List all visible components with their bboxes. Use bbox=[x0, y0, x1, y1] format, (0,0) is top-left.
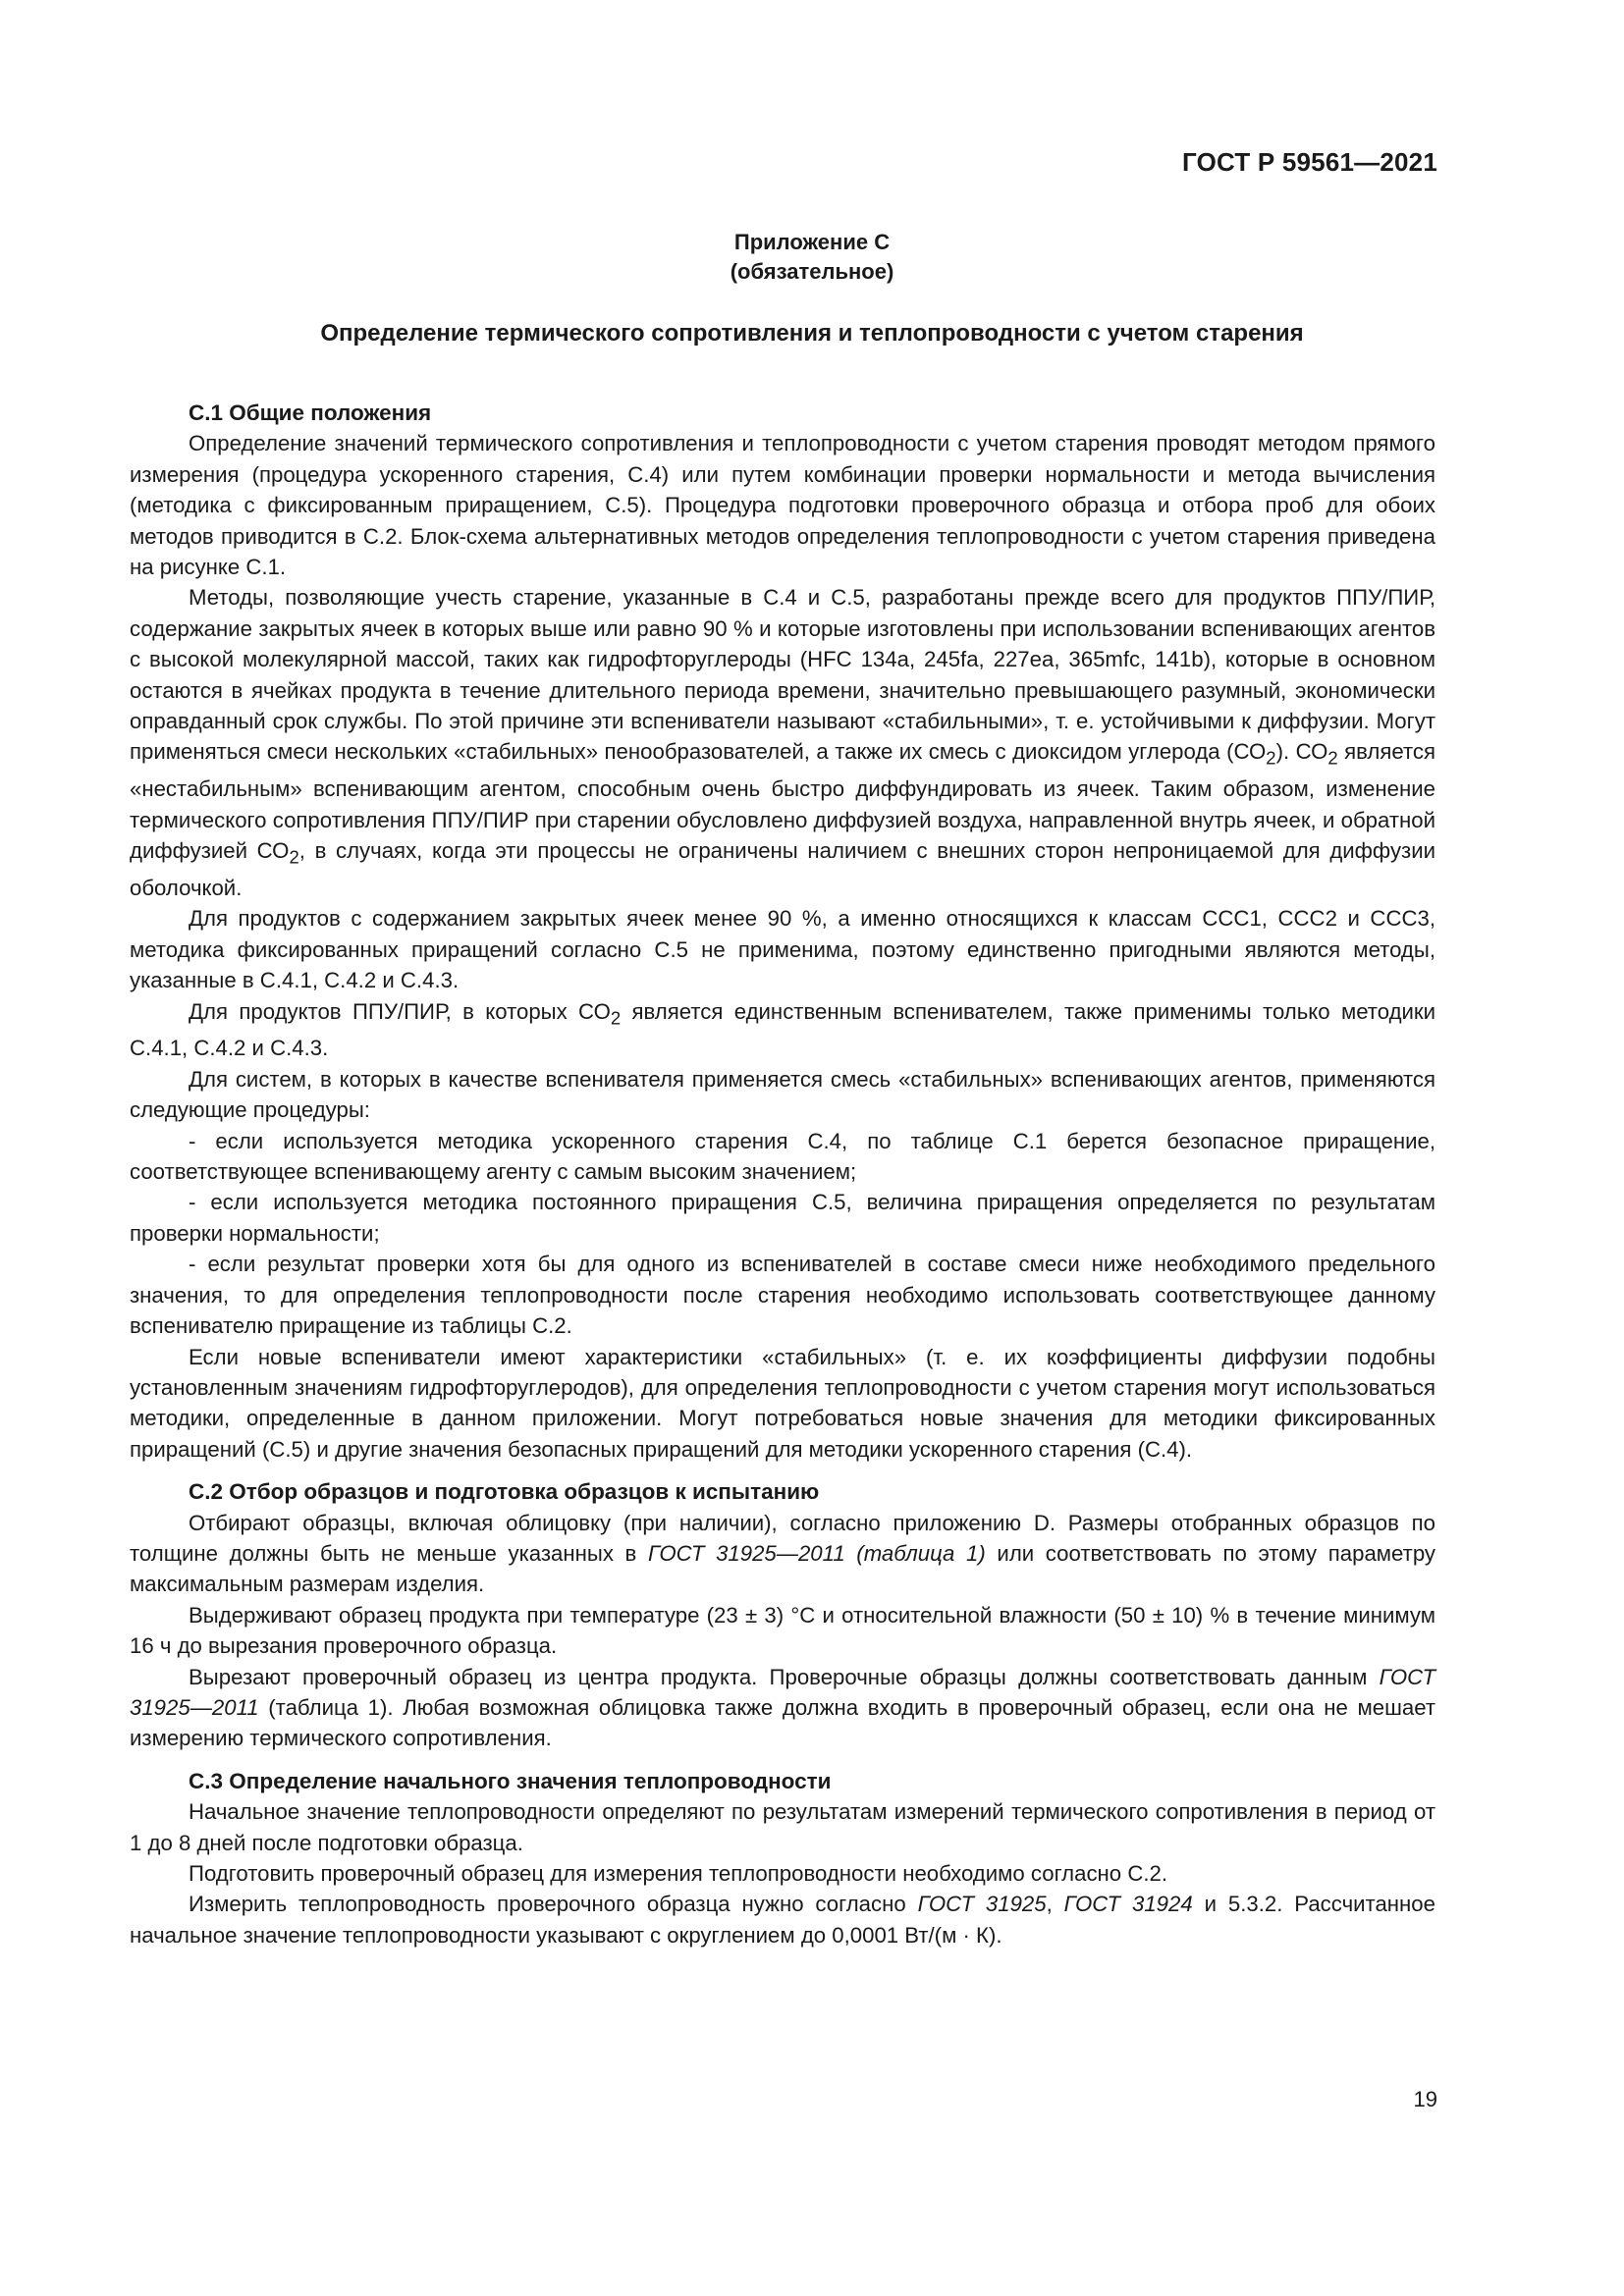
annex-label: Приложение С bbox=[733, 230, 891, 254]
paragraph: Отбирают образцы, включая облицовку (при наличии), согласно приложению D. Размеры отобранных образцов по толщине должны быть не меньше указанных в ГОСТ 31925—2011 (таблица 1) или соответствовать по этому параметру максимальным размерам изделия. bbox=[130, 1510, 1436, 1597]
section-c2-heading: С.2 Отбор образцов и подготовка образцов к испытанию bbox=[189, 1479, 820, 1505]
standard-reference: ГОСТ 31925 bbox=[917, 1892, 1047, 1917]
annex-title: Определение термического сопротивления и теплопроводности с учетом старения bbox=[320, 320, 1304, 347]
list-item: - если используется методика ускоренного старения С.4, по таблице С.1 берется безопасное приращение, соответствующее вспенивающему агенту с самым высоким значением; bbox=[130, 1128, 1435, 1185]
paragraph: Для продуктов ППУ/ПИР, в которых $СО_2$ является единственным вспенивателем, также применимы только методики С.4.1, С.4.2 и С.4.3. bbox=[130, 998, 1436, 1061]
paragraph: Для систем, в которых в качестве вспенивателя применяется смесь «стабильных» вспенивающих агентов, применяются следующие процедуры: bbox=[130, 1066, 1435, 1123]
page-number: 19 bbox=[1413, 2087, 1437, 2111]
standard-reference: ГОСТ 31924 bbox=[1063, 1892, 1193, 1917]
paragraph: Выдерживают образец продукта при температуре (23 ± 3) °С и относительной влажности (50 ± 10) % в течение минимум 16 ч до вырезания проверочного образца. bbox=[130, 1602, 1435, 1659]
section-c3-heading: С.3 Определение начального значения теплопроводности bbox=[189, 1768, 832, 1793]
standard-reference: ГОСТ 31925—2011 (таблица 1) bbox=[648, 1540, 986, 1566]
list-item: - если используется методика постоянного приращения С.5, величина приращения определяется по результатам проверки нормальности; bbox=[130, 1190, 1435, 1246]
standard-reference: ГОСТ 31925—2011 bbox=[130, 1664, 1435, 1720]
list-item: - если результат проверки хотя бы для одного из вспенивателей в составе смеси ниже необходимого предельного значения, то для определения теплопроводности после старения необходимо использовать соответствующее данному вспенивателю приращение из таблицы С.2. bbox=[130, 1252, 1435, 1339]
paragraph: Измерить теплопроводность проверочного образца нужно согласно ГОСТ 31925, ГОСТ 31924 и 5.3.2. Рассчитанное начальное значение теплопроводности указывают с округлением до 0,0001 Вт/(м · К). bbox=[130, 1892, 1435, 1948]
paragraph: Определение значений термического сопротивления и теплопроводности с учетом старения проводят методом прямого измерения (процедура ускоренного старения, С.4) или путем комбинации проверки нормальности и метода вычисления (методика с фиксированным приращением, С.5). Процедура подготовки проверочного образца и отбора проб для обоих методов приводится в С.2. Блок-схема альтернативных методов определения теплопроводности с учетом старения приведена на рисунке С.1. bbox=[130, 431, 1435, 580]
paragraph: Для продуктов с содержанием закрытых ячеек менее 90 %, а именно относящихся к классам ССС1, ССС2 и ССС3, методика фиксированных приращений согласно С.5 не применима, поэтому единственно пригодными являются методы, указанные в С.4.1, С.4.2 и С.4.3. bbox=[130, 906, 1435, 993]
document-code: ГОСТ Р 59561—2021 bbox=[1182, 147, 1437, 177]
paragraph: Подготовить проверочный образец для измерения теплопроводности необходимо согласно С.2. bbox=[189, 1861, 1168, 1886]
annex-heading bbox=[0, 228, 1624, 287]
document-body bbox=[130, 398, 1435, 1950]
paragraph: Начальное значение теплопроводности определяют по результатам измерений термического сопротивления в период от 1 до 8 дней после подготовки образца. bbox=[130, 1799, 1435, 1855]
paragraph: Если новые вспениватели имеют характеристики «стабильных» (т. е. их коэффициенты диффузии подобны установленным значениям гидрофторуглеродов), для определения теплопроводности с учетом старения могут использоваться методики, определенные в данном приложении. Могут потребоваться новые значения для методики фиксированных приращений (С.5) и другие значения безопасных приращений для методики ускоренного старения (С.4). bbox=[130, 1344, 1435, 1462]
paragraph: Методы, позволяющие учесть старение, указанные в С.4 и С.5, разработаны прежде всего для продуктов ППУ/ПИР, содержание закрытых ячеек в которых выше или равно 90 % и которые изготовлены при использовании вспенивающих агентов с высокой молекулярной массой, таких как гидрофторуглероды (HFC 134a, 245fa, 227ea, 365mfc, 141b), которые в основном остаются в ячейках продукта в течение длительного периода времени, значительно превышающего разумный, экономически оправданный срок службы. По этой причине эти вспениватели называют «стабильными», т. е. устойчивыми к диффузии. Могут применяться смеси нескольких «стабильных» пенообразователей, а также их смесь с диоксидом углерода $(СО_2)$. $СО_2$ является «нестабильным» вспенивающим агентом, способным очень быстро диффундировать из ячеек. Таким образом, изменение термического сопротивления ППУ/ПИР при старении обусловлено диффузией воздуха, направленной внутрь ячеек, и обратной диффузией $СО_2$, в случаях, когда эти процессы не ограничены наличием с внешних сторон непроницаемой для диффузии оболочкой. bbox=[130, 585, 1435, 900]
paragraph: Вырезают проверочный образец из центра продукта. Проверочные образцы должны соответствовать данным ГОСТ 31925—2011 (таблица 1). Любая возможная облицовка также должна входить в проверочный образец, если она не мешает измерению термического сопротивления. bbox=[130, 1664, 1435, 1751]
section-c1-heading: С.1 Общие положения bbox=[189, 400, 432, 425]
annex-status: (обязательное) bbox=[730, 259, 894, 284]
